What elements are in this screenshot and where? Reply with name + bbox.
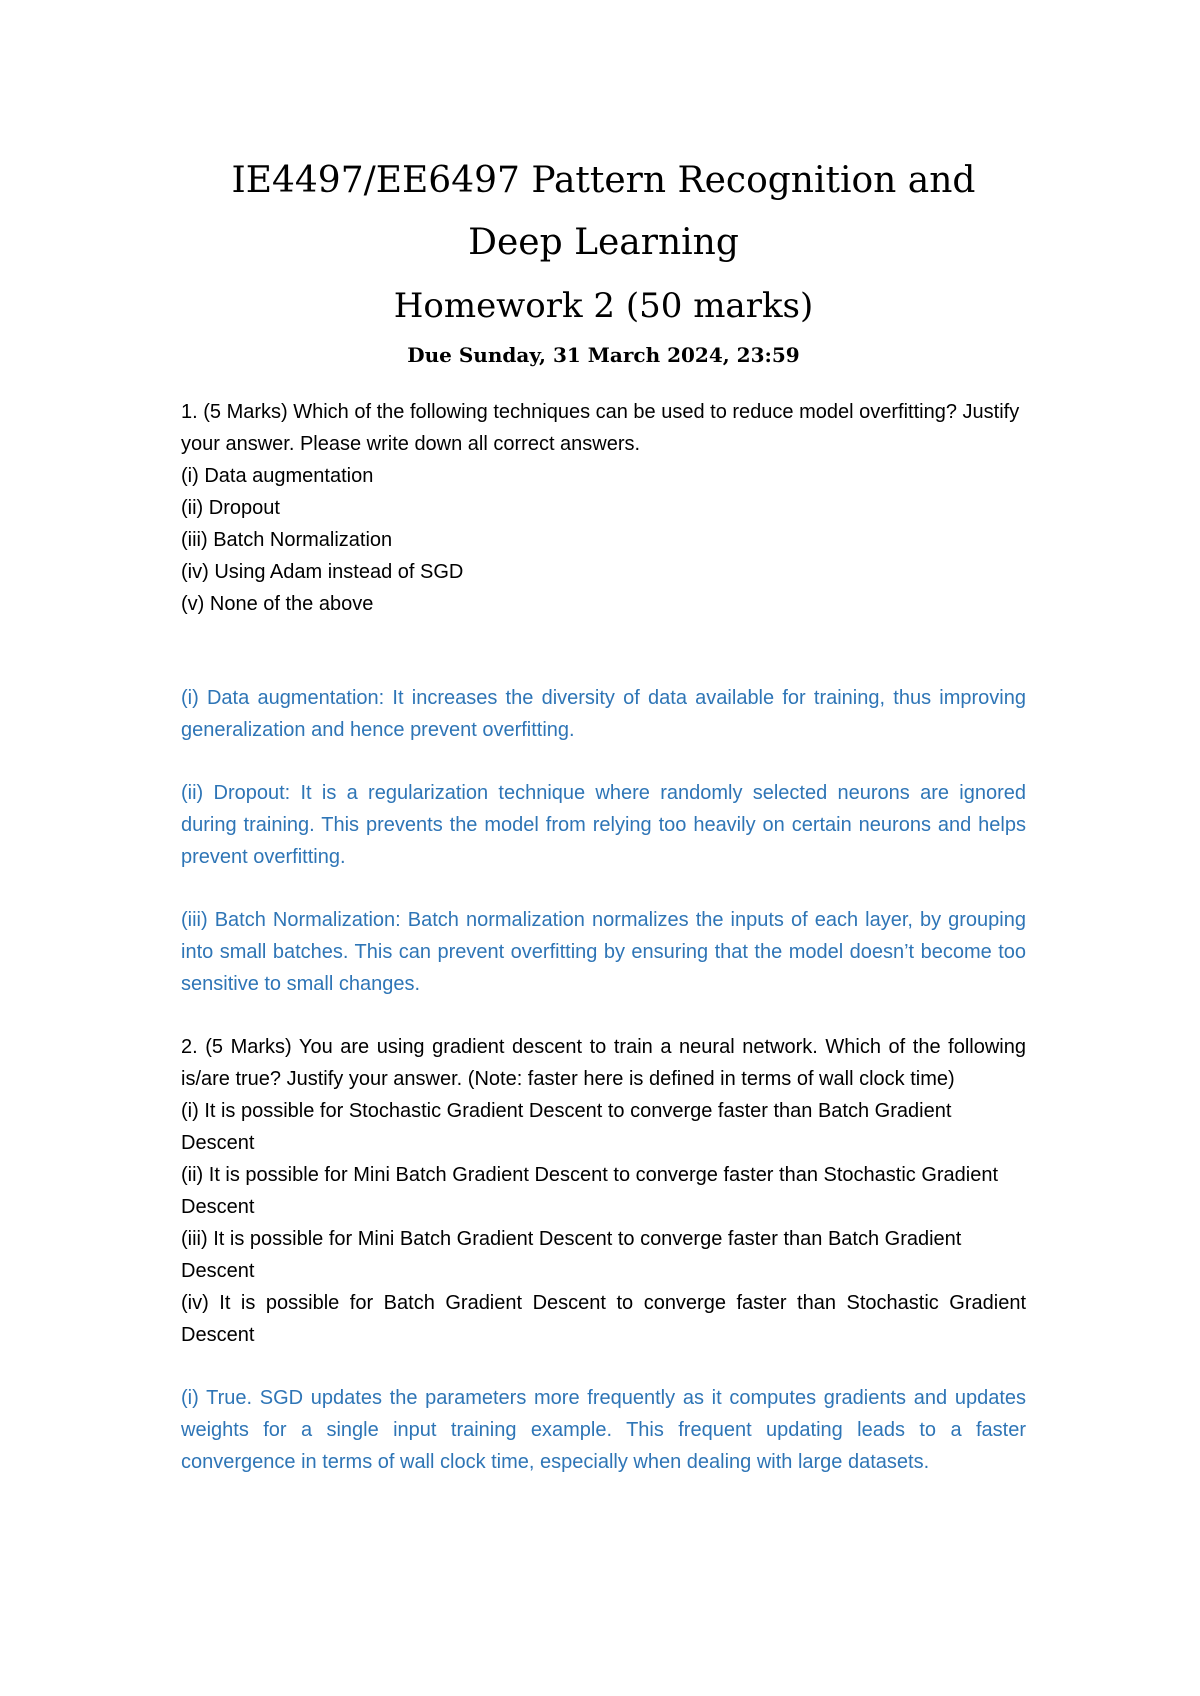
question-1-option: (iii) Batch Normalization — [181, 529, 393, 551]
answer-paragraph: (iii) Batch Normalization: Batch normalization normalizes the inputs of each layer, by grouping into small batches. This can prevent overfitting by ensuring that the model doesn’t become too sensitive to small changes. — [181, 909, 1026, 995]
question-1-answers — [181, 682, 1026, 1000]
question-2 — [181, 1031, 1026, 1351]
question-1-option: (v) None of the above — [181, 593, 374, 615]
question-1-option: (iv) Using Adam instead of SGD — [181, 561, 464, 583]
question-2-option: (i) It is possible for Stochastic Gradient Descent to converge faster than Batch Gradient Descent — [181, 1100, 952, 1154]
question-2-option: (ii) It is possible for Mini Batch Gradient Descent to converge faster than Stochastic Gradient Descent — [181, 1164, 999, 1218]
question-1-option: (i) Data augmentation — [181, 465, 374, 487]
question-2-prompt: 2. (5 Marks) You are using gradient descent to train a neural network. Which of the following is/are true? Justify your answer. (Note: faster here is defined in terms of wall clock time) — [181, 1036, 1026, 1090]
document-page — [181, 150, 1026, 1478]
question-2-answers — [181, 1382, 1026, 1478]
answer-paragraph: (i) Data augmentation: It increases the diversity of data available for training, thus improving generalization and hence prevent overfitting. — [181, 687, 1026, 741]
document-title: IE4497/EE6497 Pattern Recognition and Deep Learning — [231, 160, 976, 263]
answer-paragraph: (i) True. SGD updates the parameters more frequently as it computes gradients and updates weights for a single input training example. This frequent updating leads to a faster convergence in terms of wall clock time, especially when dealing with large datasets. — [181, 1387, 1026, 1473]
question-1 — [181, 396, 1026, 620]
due-date: Due Sunday, 31 March 2024, 23:59 — [407, 343, 800, 367]
question-1-option: (ii) Dropout — [181, 497, 280, 519]
document-subtitle: Homework 2 (50 marks) — [393, 286, 814, 326]
question-2-option: (iv) It is possible for Batch Gradient Descent to converge faster than Stochastic Gradient Descent — [181, 1292, 1026, 1346]
answer-paragraph: (ii) Dropout: It is a regularization technique where randomly selected neurons are ignored during training. This prevents the model from relying too heavily on certain neurons and helps prevent overfitting. — [181, 782, 1026, 868]
question-2-option: (iii) It is possible for Mini Batch Gradient Descent to converge faster than Batch Gradient Descent — [181, 1228, 962, 1282]
question-1-prompt: 1. (5 Marks) Which of the following techniques can be used to reduce model overfitting? Justify your answer. Please write down all correct answers. — [181, 401, 1020, 455]
